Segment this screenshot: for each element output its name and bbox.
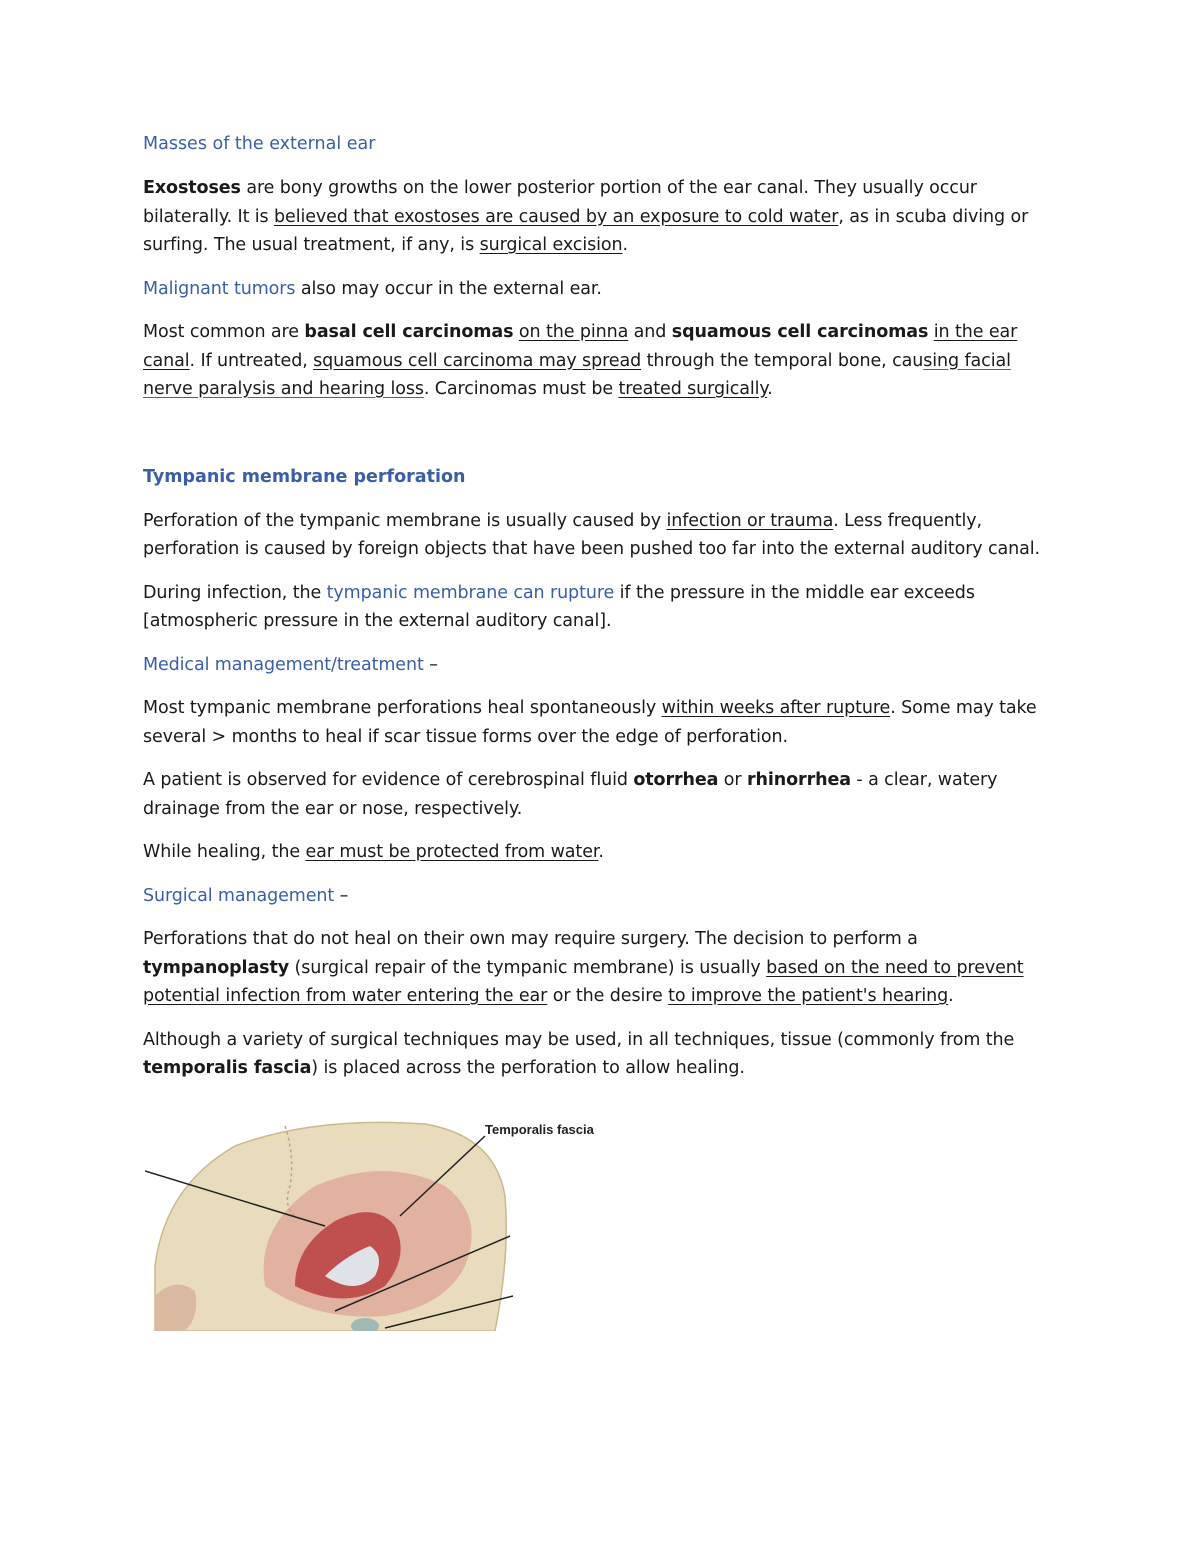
- paragraph-carcinomas: Most common are basal cell carcinomas on the pinna and squamous cell carcinomas in the ear canal. If untreated, squamous cell carcinoma may spread through the temporal bone, causing facial nerve paralysis and hearing loss. Carcinomas must be treated surgically.: [143, 322, 1018, 399]
- term-exostoses: Exostoses: [143, 178, 241, 198]
- heading-medical-management: Medical management/treatment –: [143, 654, 438, 675]
- paragraph-tympanoplasty: Perforations that do not heal on their own may require surgery. The decision to perform a tympanoplasty (surgical repair of the tympanic membrane) is usually based on the need to prevent potential infection from water entering the ear or the desire to improve the patient's hearing.: [143, 929, 1024, 1006]
- document-page: [143, 130, 1063, 1098]
- figure-label-temporalis-fascia: Temporalis fascia: [485, 1122, 594, 1137]
- section-spacer: [143, 419, 1063, 463]
- paragraph-perforation-causes: Perforation of the tympanic membrane is usually caused by infection or trauma. Less frequently, perforation is caused by foreign objects that have been pushed too far into the external auditory canal.: [143, 510, 1040, 559]
- paragraph-spontaneous-healing: Most tympanic membrane perforations heal spontaneously within weeks after rupture. Some may take several > months to heal if scar tissue forms over the edge of perforation.: [143, 698, 1037, 747]
- paragraph-temporalis-fascia: Although a variety of surgical techniques may be used, in all techniques, tissue (commonly from the temporalis fascia) is placed across the perforation to allow healing.: [143, 1029, 1015, 1078]
- skull-illustration-svg: [145, 1116, 615, 1331]
- heading-tympanic-perforation: Tympanic membrane perforation: [143, 466, 466, 487]
- heading-surgical-management: Surgical management –: [143, 885, 349, 906]
- skull-temporalis-illustration: [145, 1116, 615, 1331]
- paragraph-during-infection: During infection, the tympanic membrane can rupture if the pressure in the middle ear exceeds [atmospheric pressure in the external auditory canal].: [143, 582, 975, 631]
- paragraph-csf-observation: A patient is observed for evidence of cerebrospinal fluid otorrhea or rhinorrhea - a clear, watery drainage from the ear or nose, respectively.: [143, 770, 998, 819]
- heading-masses-external-ear: Masses of the external ear: [143, 134, 376, 154]
- term-malignant-tumors: Malignant tumors: [143, 278, 296, 299]
- paragraph-exostoses: Exostoses are bony growths on the lower posterior portion of the ear canal. They usually occur bilaterally. It is believed that exostoses are caused by an exposure to cold water, as in scuba diving or surfing. The usual treatment, if any, is surgical excision.: [143, 178, 1029, 255]
- paragraph-malignant-tumors: Malignant tumors also may occur in the external ear.: [143, 278, 602, 299]
- paragraph-while-healing: While healing, the ear must be protected from water.: [143, 842, 604, 862]
